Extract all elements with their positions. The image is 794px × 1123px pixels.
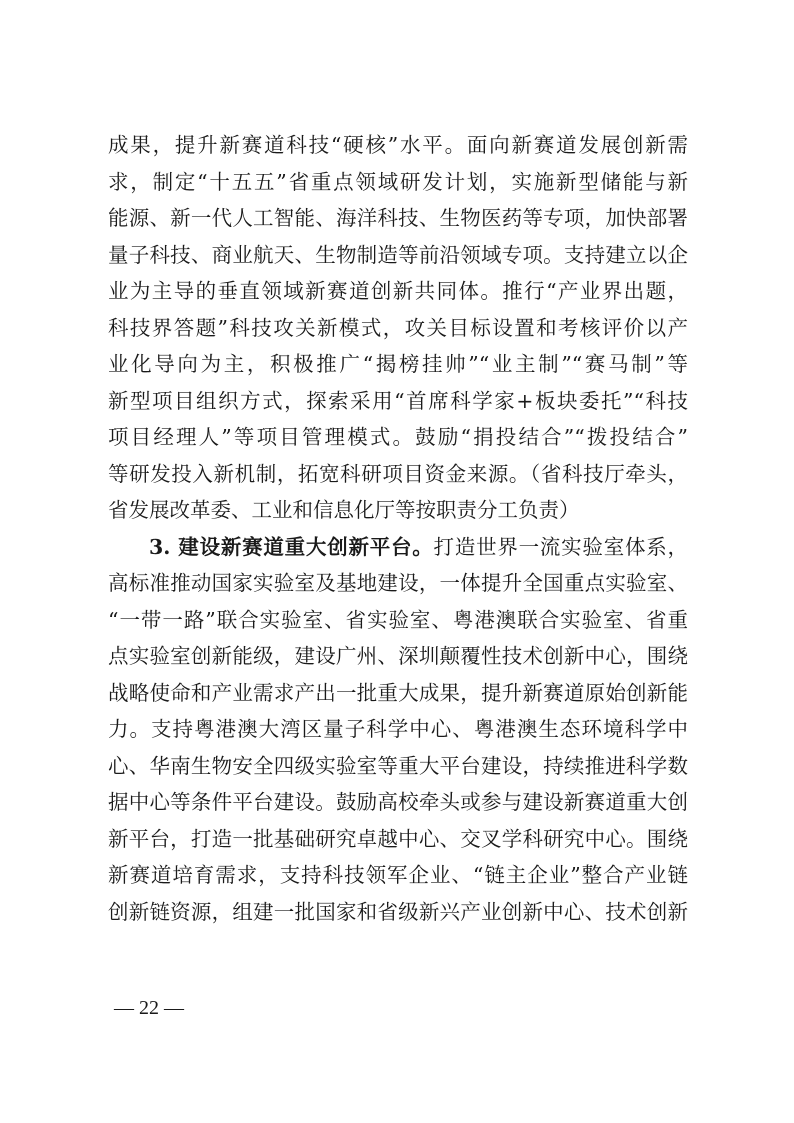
text-line: 新平台，打造一批基础研究卓越中心、交叉学科研究中心。围绕 (108, 826, 688, 851)
text-line: 成果，提升新赛道科技“硬核”水平。面向新赛道发展创新需 (108, 133, 688, 157)
text-line: 省发展改革委、工业和信息化厅等按职责分工负责） (108, 498, 580, 522)
text-line: 量子科技、商业航天、生物制造等前沿领域专项。支持建立以企 (108, 242, 688, 267)
text-line: 新型项目组织方式，探索采用“首席科学家+板块委托”“科技 (108, 388, 688, 413)
text-line: 高标准推动国家实验室及基地建设，一体提升全国重点实验室、 (108, 571, 688, 595)
text-line: 等研发投入新机制，拓宽科研项目资金来源。（省科技厅牵头， (108, 461, 688, 486)
text-line: 创新链资源，组建一批国家和省级新兴产业创新中心、技术创新 (108, 899, 688, 924)
text-line: 能源、新一代人工智能、海洋科技、生物医药等专项，加快部署 (108, 206, 688, 230)
text-line: 求，制定“十五五”省重点领域研发计划，实施新型储能与新 (108, 169, 688, 194)
section-heading-line (108, 529, 688, 566)
section-heading-rest: 打造世界一流实验室体系， (433, 534, 689, 559)
text-line: 点实验室创新能级，建设广州、深圳颠覆性技术创新中心，围绕 (108, 644, 688, 668)
section-heading: 3. 建设新赛道重大创新平台。 (149, 534, 434, 559)
text-line: 新赛道培育需求，支持科技领军企业、“链主企业”整合产业链 (108, 863, 688, 887)
page-number: — 22 — (114, 997, 184, 1019)
text-line: 力。支持粤港澳大湾区量子科学中心、粤港澳生态环境科学中 (108, 717, 688, 741)
text-line: 业为主导的垂直领域新赛道创新共同体。推行“产业界出题， (108, 279, 688, 303)
text-line: 战略使命和产业需求产出一批重大成果，提升新赛道原始创新能 (108, 680, 688, 705)
body-text (108, 127, 688, 930)
text-line: 科技界答题”科技攻关新模式，攻关目标设置和考核评价以产 (108, 315, 688, 340)
text-line: 业化导向为主，积极推广“揭榜挂帅”“业主制”“赛马制”等 (108, 352, 688, 376)
text-line: “一带一路”联合实验室、省实验室、粤港澳联合实验室、省重 (108, 607, 688, 632)
text-line: 项目经理人”等项目管理模式。鼓励“捐投结合”“拨投结合” (108, 425, 688, 449)
text-line: 心、华南生物安全四级实验室等重大平台建设，持续推进科学数 (108, 753, 688, 778)
text-line: 据中心等条件平台建设。鼓励高校牵头或参与建设新赛道重大创 (108, 790, 688, 814)
